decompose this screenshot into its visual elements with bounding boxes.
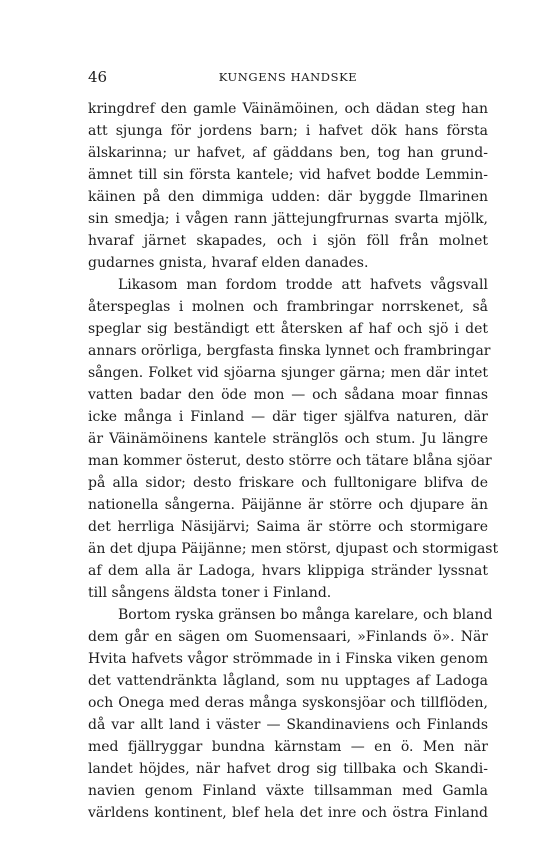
text-line: återspeglas i molnen och frambringar norrskenet, så: [88, 299, 488, 315]
text-line: vatten badar den öde mon — och sådana moar finnas: [88, 387, 488, 403]
text-line: hvaraf järnet skapades, och i sjön föll från molnet: [88, 233, 488, 249]
text-line: landet höjdes, när hafvet drog sig tillbaka och Skandi-: [88, 761, 488, 777]
text-line: världens kontinent, blef hela det inre och östra Finland: [88, 805, 488, 821]
text-line: älskarinna; ur hafvet, af gäddans ben, tog han grund-: [88, 145, 488, 161]
text-line: icke många i Finland — där tiger själfva naturen, där: [88, 409, 488, 425]
text-line: det vattendränkta lågland, som nu upptages af Ladoga: [88, 673, 488, 689]
text-line: ämnet till sin första kantele; vid hafvet bodde Lemmin-: [88, 167, 488, 183]
text-line: sången. Folket vid sjöarna sjunger gärna; men där intet: [88, 365, 488, 381]
text-line: på alla sidor; desto friskare och fulltonigare blifva de: [88, 475, 488, 491]
text-line: Hvita hafvets vågor strömmade in i Finska viken genom: [88, 651, 488, 667]
text-line: Likasom man fordom trodde att hafvets vågsvall: [118, 277, 488, 293]
text-line: käinen på den dimmiga udden: där byggde Ilmarinen: [88, 189, 488, 205]
text-line: med fjällryggar bundna kärnstam — en ö. Men när: [88, 739, 488, 755]
text-line: man kommer österut, desto större och tätare blåna sjöar: [88, 453, 492, 469]
text-line: till sångens äldsta toner i Finland.: [88, 585, 332, 601]
text-line: är Väinämöinens kantele stränglös och stum. Ju längre: [88, 431, 488, 447]
paragraph: [88, 98, 488, 274]
text-line: sin smedja; i vågen rann jättejungfrurnas svarta mjölk,: [88, 211, 488, 227]
text-line: navien genom Finland växte tillsamman med Gamla: [88, 783, 488, 799]
text-line: att sjunga för jordens barn; i hafvet dök hans första: [88, 123, 488, 139]
body-text: [88, 98, 499, 824]
book-page: [88, 66, 499, 824]
paragraph: [88, 274, 499, 604]
text-line: speglar sig beständigt ett återsken af haf och sjö i det: [88, 321, 488, 337]
page-number: 46: [88, 68, 108, 86]
text-line: kringdref den gamle Väinämöinen, och dädan steg han: [88, 101, 488, 117]
text-line: Bortom ryska gränsen bo många karelare, och bland: [118, 607, 493, 623]
text-line: dem går en sägen om Suomensaari, »Finlands ö». När: [88, 629, 488, 645]
text-line: än det djupa Päijänne; men störst, djupast och stormigast: [88, 541, 499, 557]
text-line: och Onega med deras många syskonsjöar och tillflöden,: [88, 695, 488, 711]
page-header: [88, 66, 488, 88]
text-line: gudarnes gnista, hvaraf elden danades.: [88, 255, 369, 271]
text-line: det herrliga Näsijärvi; Saima är större och stormigare: [88, 519, 488, 535]
running-head: KUNGENS HANDSKE: [218, 70, 358, 84]
paragraph: [88, 604, 493, 824]
text-line: nationella sångerna. Päijänne är större och djupare än: [88, 497, 488, 513]
text-line: af dem alla är Ladoga, hvars klippiga stränder lyssnat: [88, 563, 488, 579]
text-line: då var allt land i väster — Skandinaviens och Finlands: [88, 717, 488, 733]
text-line: annars orörliga, bergfasta finska lynnet och frambringar: [88, 343, 491, 359]
